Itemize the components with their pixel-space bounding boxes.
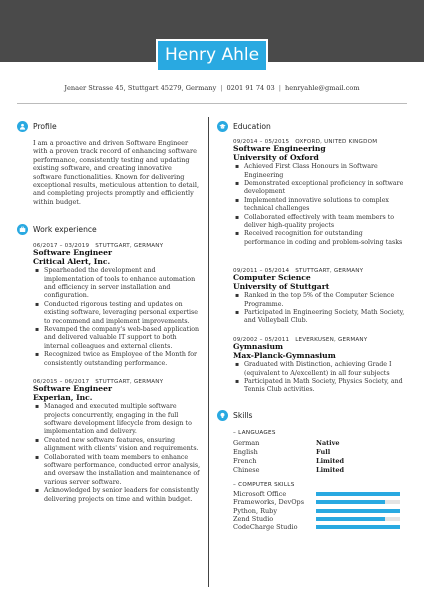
edu-degree: Software Engineering <box>233 144 326 153</box>
edu-school: University of Oxford <box>233 152 319 162</box>
address: Jenaer Strasse 45, Stuttgart 45279, Germany <box>64 84 217 92</box>
skills-title: Skills <box>233 411 253 420</box>
edu-bullets <box>233 292 405 326</box>
education-entry <box>233 268 405 326</box>
language-name: Chinese <box>233 466 260 474</box>
languages-heading: – LANGUAGES <box>233 430 276 436</box>
graduation-cap-icon <box>217 121 228 132</box>
language-name: French <box>233 457 257 465</box>
computer-skills-heading: – COMPUTER SKILLS <box>233 482 295 488</box>
list-item: ▪ Recognized twice as Employee of the Month for consistently outstanding performance. <box>33 351 203 368</box>
lightbulb-icon <box>217 410 228 421</box>
contact-line <box>0 84 424 92</box>
job-bullets <box>33 403 203 504</box>
education-entry <box>233 337 405 395</box>
language-level: Full <box>316 448 331 456</box>
edu-degree: Gymnasium <box>233 342 284 351</box>
list-item: ▪ Participated in Engineering Society, Math Society, and Volleyball Club. <box>233 309 405 326</box>
education-entry <box>233 139 405 247</box>
list-item: ▪ Graduated with Distinction, achieving Grade I (equivalent to A/excellent) in all four subjects <box>233 361 405 378</box>
list-item: ▪ Conducted rigorous testing and updates on existing software, leveraging personal expertise to recommend and implement improvements. <box>33 301 203 326</box>
language-level: Limited <box>316 457 345 465</box>
edu-dates: 09/2002 – 05/2011 <box>233 337 290 343</box>
briefcase-icon <box>17 224 28 235</box>
list-item: ▪ Implemented innovative solutions to complex technical challenges <box>233 197 405 214</box>
contact-separator: | <box>220 84 223 92</box>
list-item: ▪ Revamped the company's web-based application and delivered valuable IT support to both internal colleagues and external clients. <box>33 326 203 351</box>
job-dates: 06/2017 – 03/2019 <box>33 243 90 249</box>
education-title: Education <box>233 122 271 131</box>
computer-skill-name: Microsoft Office <box>233 490 287 498</box>
edu-dates: 09/2014 – 05/2015 <box>233 139 290 145</box>
list-item: ▪ Achieved First Class Honours in Software Engineering <box>233 163 405 180</box>
contact-separator: | <box>278 84 281 92</box>
job-entry <box>33 243 203 368</box>
edu-school: Max-Planck-Gymnasium <box>233 350 336 360</box>
edu-dates: 09/2011 – 05/2014 <box>233 268 290 274</box>
skill-level-bar <box>316 492 400 496</box>
column-divider <box>208 117 209 587</box>
list-item: ▪ Created new software features, ensuring alignment with clients' vision and requirements. <box>33 437 203 454</box>
list-item: ▪ Collaborated effectively with team members to deliver high-quality projects <box>233 214 405 231</box>
job-bullets <box>33 267 203 368</box>
language-name: English <box>233 448 258 456</box>
job-company: Critical Alert, Inc. <box>33 256 111 266</box>
edu-degree: Computer Science <box>233 273 311 282</box>
list-item: ▪ Ranked in the top 5% of the Computer Science Programme. <box>233 292 405 309</box>
language-level: Native <box>316 439 340 447</box>
list-item: ▪ Acknowledged by senior leaders for consistently delivering projects on time and within budget. <box>33 487 203 504</box>
list-item: ▪ Received recognition for outstanding performance in coding and problem-solving tasks <box>233 230 405 247</box>
edu-location: STUTTGART, GERMANY <box>295 268 364 274</box>
language-level: Limited <box>316 466 345 474</box>
work-title: Work experience <box>33 225 97 234</box>
header-divider <box>17 103 407 104</box>
candidate-name: Henry Ahle <box>164 45 260 65</box>
skill-level-bar <box>316 525 400 529</box>
edu-bullets <box>233 361 405 395</box>
email: henryahle@gmail.com <box>284 84 360 92</box>
job-entry <box>33 379 203 504</box>
edu-location: OXFORD, UNITED KINGDOM <box>295 139 378 145</box>
list-item: ▪ Spearheaded the development and implementation of tools to enhance automation and efficiency in server installation and configuration. <box>33 267 203 301</box>
profile-title: Profile <box>33 122 57 131</box>
job-dates: 06/2015 – 06/2017 <box>33 379 90 385</box>
job-location: STUTTGART, GERMANY <box>95 243 164 249</box>
edu-bullets <box>233 163 405 247</box>
skill-level-bar <box>316 517 385 521</box>
list-item: ▪ Managed and executed multiple software projects concurrently, engaging in the full software development lifecycle from design to implementation and delivery. <box>33 403 203 437</box>
skill-level-bar <box>316 509 400 513</box>
edu-location: LEVERKUSEN, GERMANY <box>295 337 368 343</box>
language-name: German <box>233 439 260 447</box>
computer-skill-name: Zend Studio <box>233 514 274 523</box>
list-item: ▪ Participated in Math Society, Physics Society, and Tennis Club activities. <box>233 378 405 395</box>
list-item: ▪ Collaborated with team members to enhance software performance, conducted error analysis, and oversaw the installation and maintenance of various server software. <box>33 454 203 488</box>
job-role: Software Engineer <box>33 248 112 257</box>
job-location: STUTTGART, GERMANY <box>95 379 164 385</box>
job-company: Experian, Inc. <box>33 392 93 402</box>
computer-skill-name: CodeCharge Studio <box>233 523 298 532</box>
list-item: ▪ Demonstrated exceptional proficiency in software development <box>233 180 405 197</box>
computer-skill-name: Python, Ruby <box>233 506 277 515</box>
edu-school: University of Stuttgart <box>233 281 330 291</box>
person-icon <box>17 121 28 132</box>
job-role: Software Engineer <box>33 384 112 393</box>
computer-skill-name: Frameworks, DevOps <box>233 498 305 507</box>
phone: 0201 91 74 03 <box>226 84 275 92</box>
name-box <box>156 39 268 72</box>
profile-text: I am a proactive and driven Software Engineer with a proven track record of enhancing software performance, consistently testing and updating existing software, and creating innovative software functionalities. Known for delivering exceptional results, meticulous attention to detail, and completing projects promptly and efficiently within budget. <box>33 139 200 206</box>
skill-level-bar <box>316 500 385 504</box>
